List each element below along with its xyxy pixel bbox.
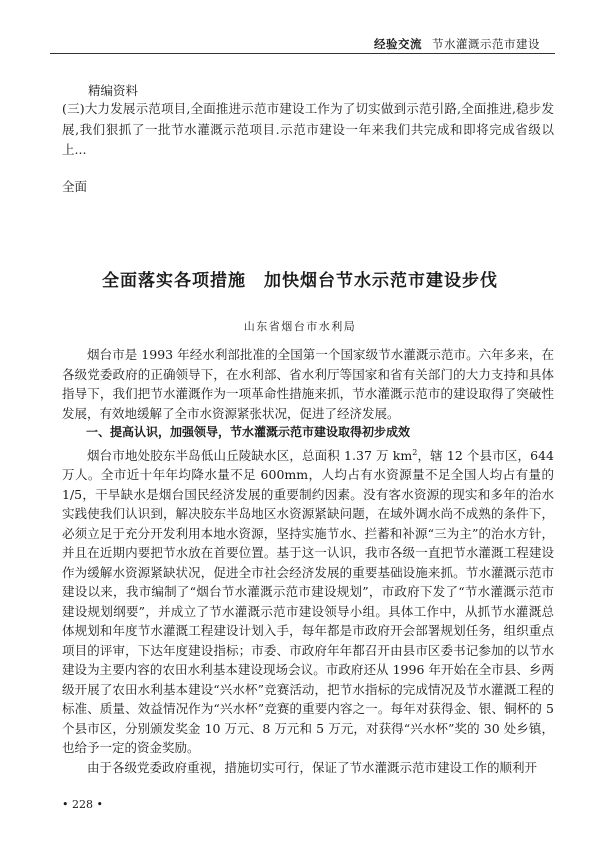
body-paragraph [62,443,554,758]
body-paragraph-2: 由于各级党委政府重视，措施切实可行，保证了节水灌溉示范市建设工作的顺利开 [87,759,538,775]
note-tail: 全面 [62,179,88,194]
article-body [62,345,554,777]
superscript: 2 [412,447,418,457]
para-text-after: ，辖 12 个县市区，644 万人。全市近十年年均降水量不足 600mm，人均占有水资源量不足全国人均占有量的 1/5，干旱缺水是烟台国民经济发展的重要制约因素。没有客水资源的现实和多年的治水实践使我们认识到，解决胶东半岛地区水资源紧缺问题，在域外调水尚不成熟的条件下，必须立足于充分开发利用本地水资源，坚持实施节水、拦蓄和补源“三为主”的治水方针，并且在近期内要把节水放在首要位置。基于这一认识，我市各级一直把节水灌溉工程建设作为缓解水资源紧缺状况，促进全市社会经济发展的重要基础设施来抓。节水灌溉示范市建设以来，我市编制了“烟台节水灌溉示范市建设规划”，市政府下发了“节水灌溉示范市建设规划纲要”，并成立了节水灌溉示范市建设领导小组。具体工作中，从抓节水灌溉总体规划和年度节水灌溉工程建设计划入手，每年都是市政府开会部署规划任务，组织重点项目的评审，下达年度建设指标；市委、市政府年年都召开由县市区委书记参加的以节水建设为主要内容的农田水利基本建设现场会议。市政府还从 1996 年开始在全市县、乡两级开展了农田水利基本建设“兴水杯”竞赛活动，把节水指标的完成情况及节水灌溉工程的标准、质量、效益情况作为“兴水杯”竞赛的重要内容之一。每年对获得金、银、铜杯的 5 个县市区，分别颁发奖金 10 万元、8 万元和 5 万元，对获得“兴水杯”奖的 30 处乡镇，也给予一定的资金奖励。 [62,447,554,756]
article-title [0,266,600,291]
section-heading: 一、提高认识，加强领导，节水灌溉示范市建设取得初步成效 [86,425,411,439]
article-title-part2: 加快烟台节水示范市建设步伐 [264,271,498,291]
header-topic: 节水灌溉示范市建设 [432,37,540,51]
header-rule [50,53,555,54]
page-number: • 228 • [62,798,103,811]
header-section: 经验交流 [374,37,422,51]
article-title-part1: 全面落实各项措施 [102,271,246,291]
para-text-before: 烟台市地处胶东半岛低山丘陵缺水区，总面积 1.37 万 km [87,447,413,463]
intro-paragraph: 烟台市是 1993 年经水利部批准的全国第一个国家级节水灌溉示范市。六年多来，在各级党委政府的正确领导下，在水利部、省水利厅等国家和省有关部门的大力支持和具体指导下，我们把节水灌溉作为一项革命性措施来抓，节水灌溉示范市的建设取得了突破性发展，有效地缓解了全市水资源紧张状况，促进了经济发展。 [62,347,554,421]
article-author: 山东省烟台市水利局 [243,320,357,333]
note-body: (三)大力发展示范项目,全面推进示范市建设工作为了切实做到示范引路,全面推进,稳步发展,我们狠抓了一批节水灌溉示范项目.示范市建设一年来我们共完成和即将完成省级以上... [62,101,554,157]
note-label: 精编资料 [88,83,139,98]
running-header [374,36,540,52]
